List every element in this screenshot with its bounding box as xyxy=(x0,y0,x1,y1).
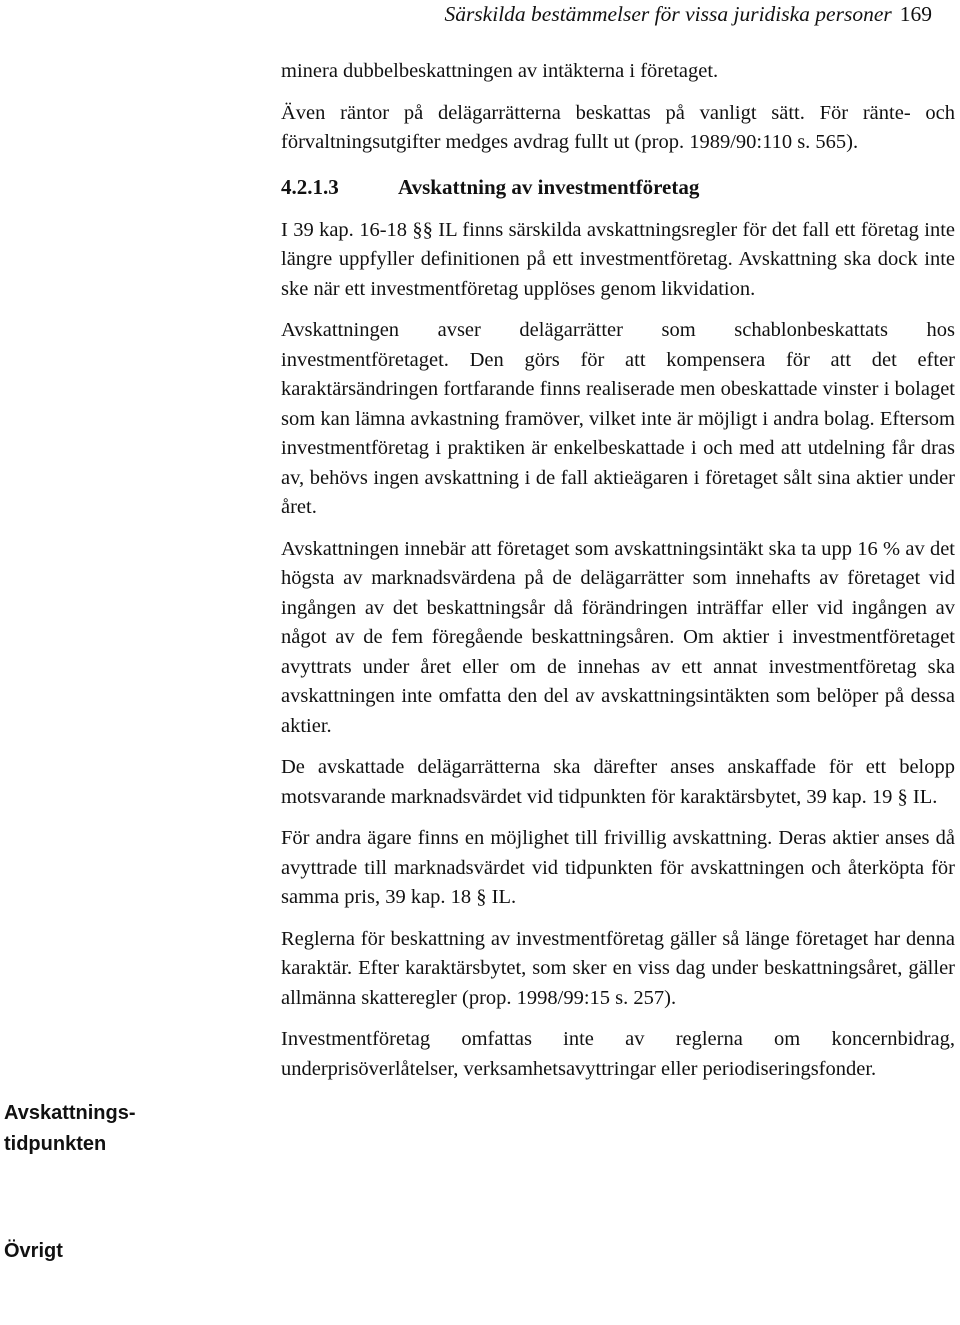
section-number: 4.2.1.3 xyxy=(281,174,339,199)
paragraph: Även räntor på delägarrätterna beskattas på vanligt sätt. För ränte- och förvaltningsutgifter medges avdrag fullt ut (prop. 1989/90:110 s. 565). xyxy=(281,101,955,153)
margin-note-avskattningstidpunkten xyxy=(4,1098,174,1160)
margin-note-line: Övrigt xyxy=(4,1240,63,1262)
margin-note-line: tidpunkten xyxy=(4,1133,107,1155)
section-heading xyxy=(281,172,955,202)
paragraph: Investmentföretag omfattas inte av reglerna om koncernbidrag, underprisöverlåtelser, verksamhetsavyttringar eller periodiseringsfonder. xyxy=(281,1028,955,1080)
margin-note-ovrigt xyxy=(4,1236,174,1267)
paragraph: I 39 kap. 16-18 §§ IL finns särskilda avskattningsregler för det fall ett företag inte längre uppfyller definitionen på ett investmentföretag. Avskattning ska dock inte ske när ett investmentföretag upplöses genom likvidation. xyxy=(281,218,955,300)
paragraph: Avskattningen innebär att företaget som avskattningsintäkt ska ta upp 16 % av det högsta av marknadsvärdena på de delägarrätter som innehafts av företaget vid ingången av det beskattningsår då förändringen inträffar eller vid ingången av något av de fem föregående beskattningsåren. Om aktier i investmentföretaget avyttrats under året eller om de innehas av ett annat investmentföretag ska avskattningen inte omfatta den del av avskattningsintäkten som belöper på dessa aktier. xyxy=(281,537,955,737)
section-title: Avskattning av investmentföretag xyxy=(398,174,700,199)
main-text xyxy=(281,57,955,1084)
page-number: 169 xyxy=(899,2,932,26)
margin-note-line: Avskattnings- xyxy=(4,1102,136,1124)
paragraph: Reglerna för beskattning av investmentföretag gäller så länge företaget har denna karaktär. Efter karaktärsbytet, som sker en viss dag under beskattningsåret, gäller allmänna skatteregler (prop. 1998/99:15 s. 257). xyxy=(281,927,955,1009)
paragraph: För andra ägare finns en möjlighet till frivillig avskattning. Deras aktier anses då avyttrade till marknadsvärdet vid tidpunkten för avskattningen och återköpta för samma pris, 39 kap. 18 § IL. xyxy=(281,827,955,908)
running-header xyxy=(444,2,932,27)
paragraph: minera dubbelbeskattningen av intäkterna i företaget. xyxy=(281,60,719,82)
paragraph: De avskattade delägarrätterna ska därefter anses anskaffade för ett belopp motsvarande marknadsvärdet vid tidpunkten för karaktärsbytet, 39 kap. 19 § IL. xyxy=(281,756,955,808)
running-title: Särskilda bestämmelser för vissa juridiska personer xyxy=(444,2,892,26)
paragraph: Avskattningen avser delägarrätter som schablonbeskattats hos investmentföretaget. Den görs för att kompensera för att det efter karaktärsändringen fortfarande finns realiserade men obeskattade vinster i bolaget som kan lämna avkastning framöver, vilket inte är möjligt i andra bolag. Eftersom investmentföretag i praktiken är enkelbeskattade i och med att utdelning får dras av, behövs ingen avskattning i de fall aktieägaren i företaget sålt sina aktier under året. xyxy=(281,319,955,518)
